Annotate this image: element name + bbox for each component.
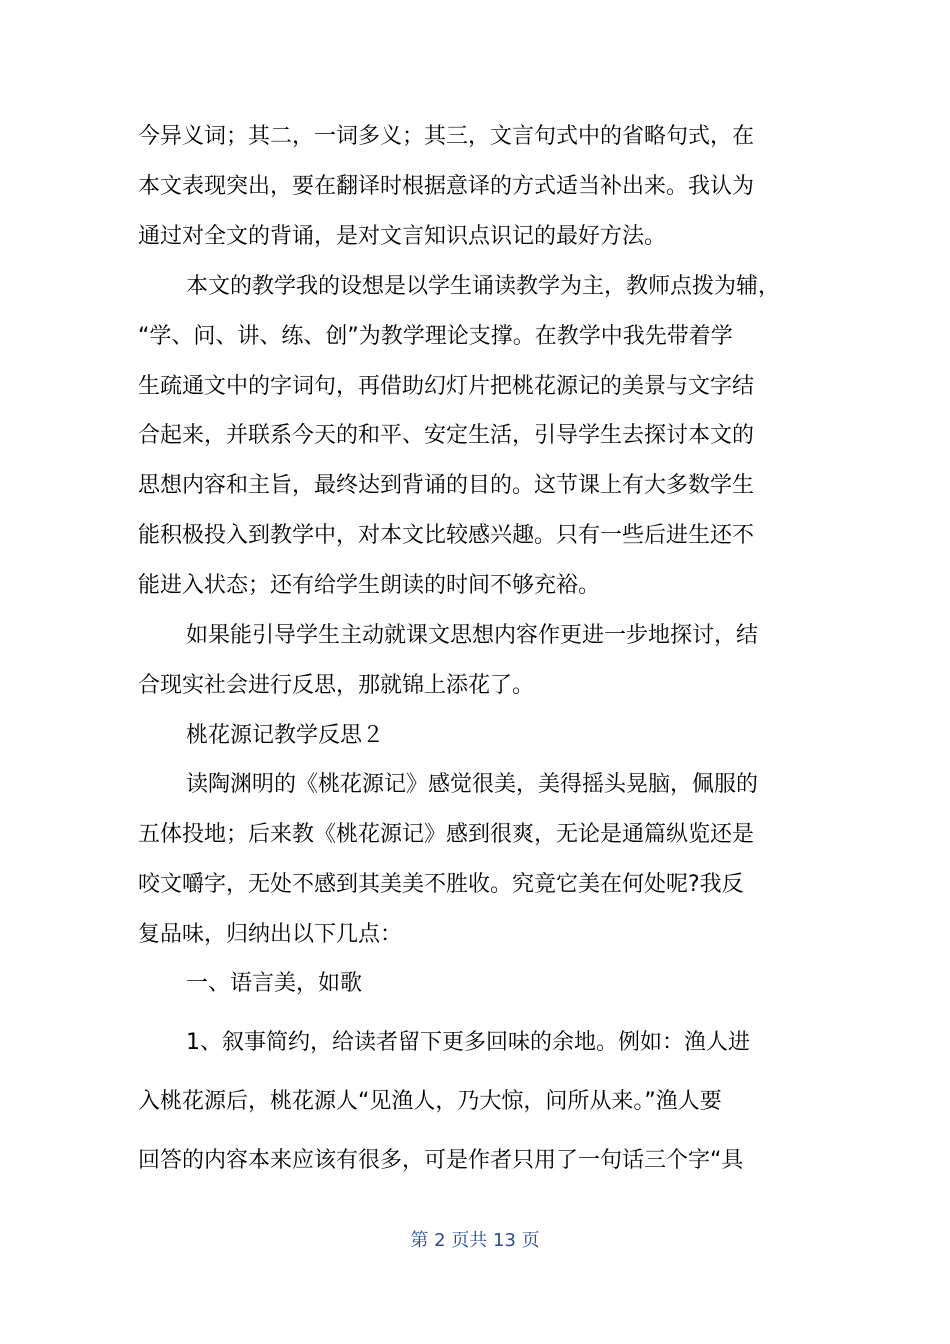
text-line: 回答的内容本来应该有很多，可是作者只用了一句话三个字“具 (138, 1148, 744, 1173)
text-line: 今异义词；其二，一词多义；其三，文言句式中的省略句式，在 (138, 124, 755, 149)
text-line: “学、问、讲、练、创”为教学理论支撑。在教学中我先带着学 (138, 324, 733, 349)
text-line: 复品味，归纳出以下几点： (138, 922, 403, 947)
text-line: 1、叙事简约，给读者留下更多回味的余地。例如：渔人进 (186, 1030, 750, 1055)
subheading: 一、语言美，如歌 (186, 971, 363, 996)
text-line: 合现实社会进行反思，那就锦上添花了。 (138, 673, 535, 698)
text-line: 思想内容和主旨，最终达到背诵的目的。这节课上有大多数学生 (138, 473, 755, 498)
text-line: 本文的教学我的设想是以学生诵读教学为主，教师点拨为辅， (186, 274, 781, 299)
text-line: 咬文嚼字，无处不感到其美美不胜收。究竟它美在何处呢?我反 (138, 872, 744, 897)
text-line: 五体投地；后来教《桃花源记》感到很爽，无论是通篇纵览还是 (138, 822, 755, 847)
text-line: 本文表现突出，要在翻译时根据意译的方式适当补出来。我认为 (138, 174, 755, 199)
section-heading: 桃花源记教学反思２ (186, 723, 385, 748)
text-line: 生疏通文中的字词句，再借助幻灯片把桃花源记的美景与文字结 (138, 374, 755, 399)
page-number-footer: 第 2 页共 13 页 (410, 1230, 540, 1251)
text-line: 如果能引导学生主动就课文思想内容作更进一步地探讨，结 (186, 623, 759, 648)
text-line: 读陶渊明的《桃花源记》感觉很美，美得摇头晃脑，佩服的 (186, 772, 759, 797)
text-line: 合起来，并联系今天的和平、安定生活，引导学生去探讨本文的 (138, 423, 755, 448)
text-line: 入桃花源后，桃花源人“见渔人，乃大惊，问所从来。”渔人要 (138, 1089, 722, 1114)
text-line: 能进入状态；还有给学生朗读的时间不够充裕。 (138, 573, 601, 598)
text-line: 能积极投入到教学中，对本文比较感兴趣。只有一些后进生还不 (138, 523, 755, 548)
text-line: 通过对全文的背诵，是对文言知识点识记的最好方法。 (138, 224, 667, 249)
